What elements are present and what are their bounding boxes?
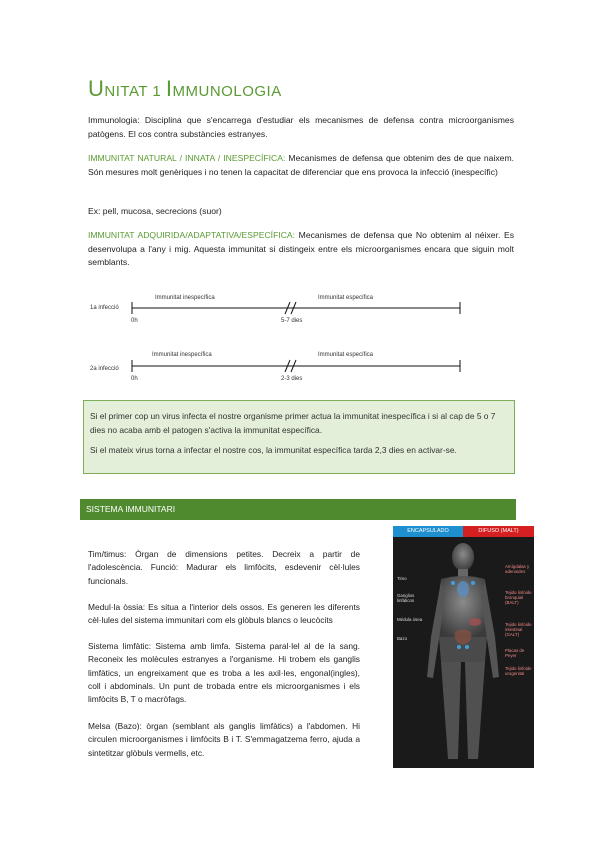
figure-header-right: DIFUSO (MALT): [463, 526, 534, 537]
organ-melsa: Melsa (Bazo): òrgan (semblant als ganglis limfàtics) a l'abdomen. Hi circulen microorganismes i limfòcits B i T. S'emmagatzema ferro, ajuda a sintetitzar glòbuls vermells, etc.: [88, 721, 360, 758]
organ-timus: Tim/timus: Òrgan de dimensions petites. Decreix a partir de l'adolescència. Funció: Madurar els limfòcits, esdevenir cèl·lules funcionals.: [88, 549, 360, 586]
definition-adquirida: IMMUNITAT ADQUIRIDA/ADAPTATIVA/ESPECÍFICA: Mecanismes de defensa que No obtenim al néixer. Es desenvolupa a l'any i mig. Aquesta immunitat si distingeix entre els microorganismes encara que siguin molt semblants.: [88, 230, 514, 267]
summary-callout: Si el primer cop un virus infecta el nostre organisme primer actua la immunitat inespecífica i si al cap de 5 o 7 dies no acaba amb el patogen s'activa la immunitat específica. Si el mateix virus torna a infectar el nostre cos, la immunitat específica tarda 2,3 dies en activar-se.: [83, 400, 515, 474]
organ-medula: Medul·la òssia: Es situa a l'interior dels ossos. Es generen les diferents cèl·lules del sistema immunitari com els glòbuls blancs o leucòcits: [88, 602, 360, 626]
definition-immunologia: Immunologia: Disciplina que s'encarrega d'estudiar els mecanismes de defensa contra microorganismes patògens. El cos contra substàncies estranyes.: [88, 115, 514, 139]
figure-header-left: ENCAPSULADO: [393, 526, 463, 537]
timeline-axis: [130, 358, 465, 374]
example-text: Ex: pell, mucosa, secrecions (suor): [88, 206, 222, 216]
immune-system-figure: ENCAPSULADO DIFUSO (MALT) Timo Ganglios linfáticos Médula ósea Bazo Amígdalas y adenoides Tejido linfoide bronquial (BALT) Tejido linfoide intestinal (GALT) Placas de Peyer Tejido linfoide urogenital: [393, 526, 534, 768]
definition-natural: IMMUNITAT NATURAL / INNATA / INESPECÍFICA: Mecanismes de defensa que obtenim des de que naixem. Són mesures molt genèriques i no tenen la capacitat de diferenciar que ens provoca la infecció (inespecífic): [88, 153, 514, 177]
organ-limfatic: Sistema limfàtic: Sistema amb limfa. Sistema paral·lel al de la sang. Reconeix les molècules estranyes a l'organisme. Hi trobem els ganglis limfàtics, un engreixament que es troba a les axil·les, engonal(ingles), coll i abdominals. Un punt de trobada entre els microorganismes i els limfòcits B, T o macròfags.: [88, 641, 360, 705]
section-banner: SISTEMA IMMUNITARI: [80, 499, 516, 520]
timeline-axis: [130, 300, 465, 316]
page-title: UNITAT 1 IMMUNOLOGIA: [88, 76, 282, 101]
